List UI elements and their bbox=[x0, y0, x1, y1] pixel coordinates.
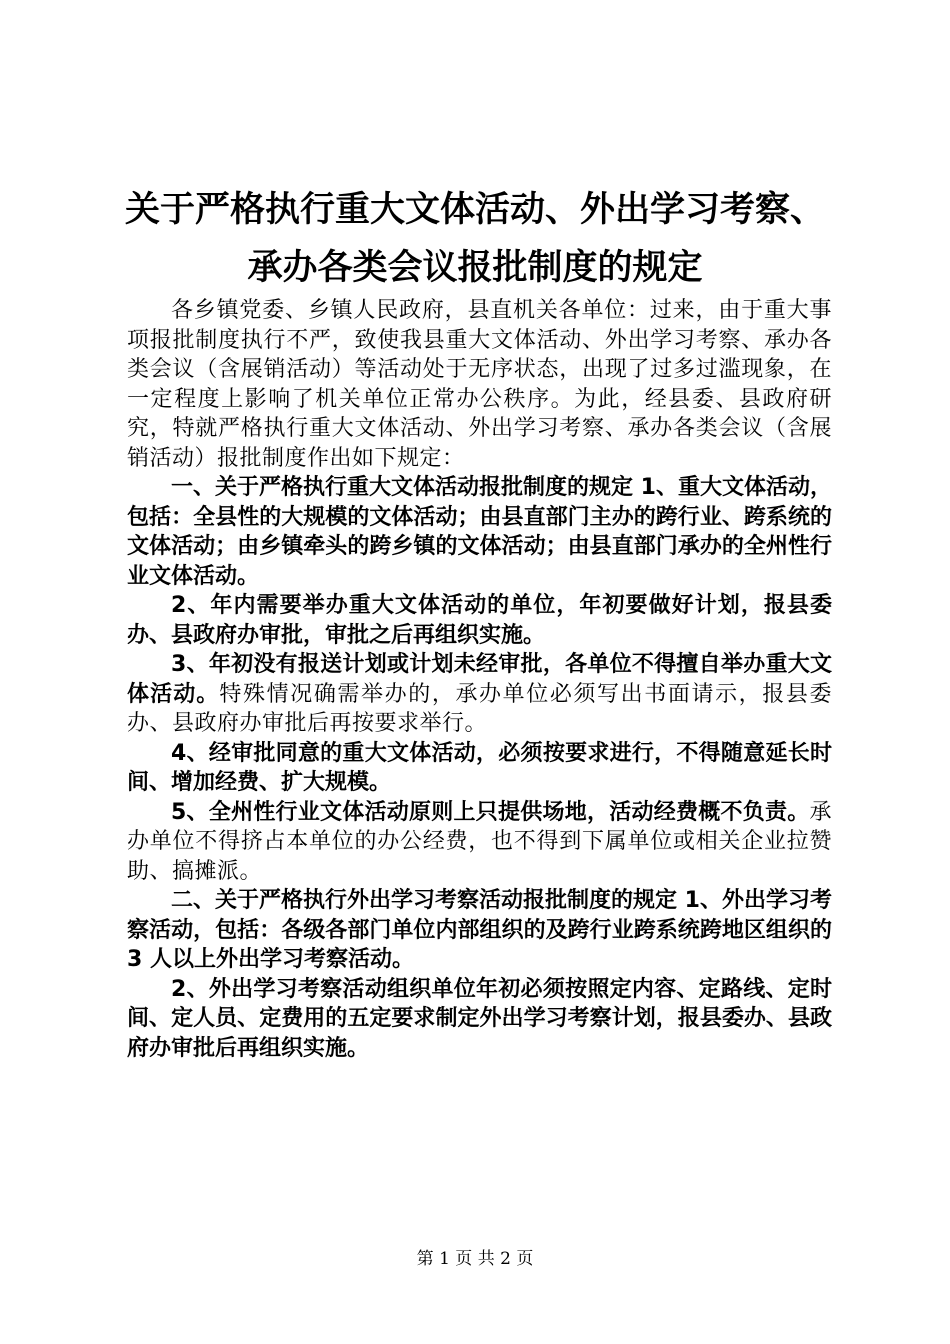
paragraph-text-extra: 承办单位不得挤占本单位的办公经费，也不得到下属单位或相关企业拉赞助、搞摊派。 bbox=[127, 799, 832, 884]
document-body bbox=[127, 296, 832, 1063]
paragraph-item-5 bbox=[127, 798, 832, 887]
paragraph-text: 一、关于严格执行重大文体活动报批制度的规定 1、重大文体活动，包括：全县性的大规模的文体活动；由县直部门主办的跨行业、跨系统的文体活动；由乡镇牵头的跨乡镇的文体活动；由县直部门承办的全州性行业文体活动。 bbox=[127, 475, 832, 589]
paragraph-item-2 bbox=[127, 591, 832, 650]
paragraph-text: 2、年内需要举办重大文体活动的单位，年初要做好计划，报县委办、县政府办审批，审批之后再组织实施。 bbox=[127, 593, 832, 648]
paragraph-text: 二、关于严格执行外出学习考察活动报批制度的规定 1、外出学习考察活动，包括：各级各部门单位内部组织的及跨行业跨系统跨地区组织的 3 人以上外出学习考察活动。 bbox=[127, 888, 832, 972]
paragraph-section-2 bbox=[127, 886, 832, 975]
paragraph-text: 2、外出学习考察活动组织单位年初必须按照定内容、定路线、定时间、定人员、定费用的五定要求制定外出学习考察计划，报县委办、县政府办审批后再组织实施。 bbox=[127, 976, 832, 1061]
paragraph-text: 各乡镇党委、乡镇人民政府，县直机关各单位：过来，由于重大事项报批制度执行不严，致使我县重大文体活动、外出学习考察、承办各类会议（含展销活动）等活动处于无序状态，出现了过多过滥现象，在一定程度上影响了机关单位正常办公秩序。为此，经县委、县政府研究，特就严格执行重大文体活动、外出学习考察、承办各类会议（含展销活动）报批制度作出如下规定： bbox=[127, 298, 832, 471]
paragraph-item-3 bbox=[127, 650, 832, 739]
paragraph-item-2b bbox=[127, 975, 832, 1064]
paragraph-text: 3、年初没有报送计划或计划未经审批，各单位不得擅自举办重大文体活动。 bbox=[127, 652, 832, 707]
paragraph-text-extra: 特殊情况确需举办的，承办单位必须写出书面请示，报县委办、县政府办审批后再按要求举行。 bbox=[127, 681, 832, 736]
paragraph-text: 4、经审批同意的重大文体活动，必须按要求进行，不得随意延长时间、增加经费、扩大规模。 bbox=[127, 740, 832, 795]
paragraph-text: 5、全州性行业文体活动原则上只提供场地，活动经费概不负责。 bbox=[171, 799, 810, 825]
page-footer: 第 1 页 共 2 页 bbox=[416, 1249, 534, 1269]
paragraph-intro bbox=[127, 296, 832, 473]
paragraph-item-4 bbox=[127, 739, 832, 798]
document-title-line2: 承办各类会议报批制度的规定 bbox=[247, 247, 703, 288]
paragraph-section-1 bbox=[127, 473, 832, 591]
document-title-line1: 关于严格执行重大文体活动、外出学习考察、 bbox=[124, 189, 825, 230]
